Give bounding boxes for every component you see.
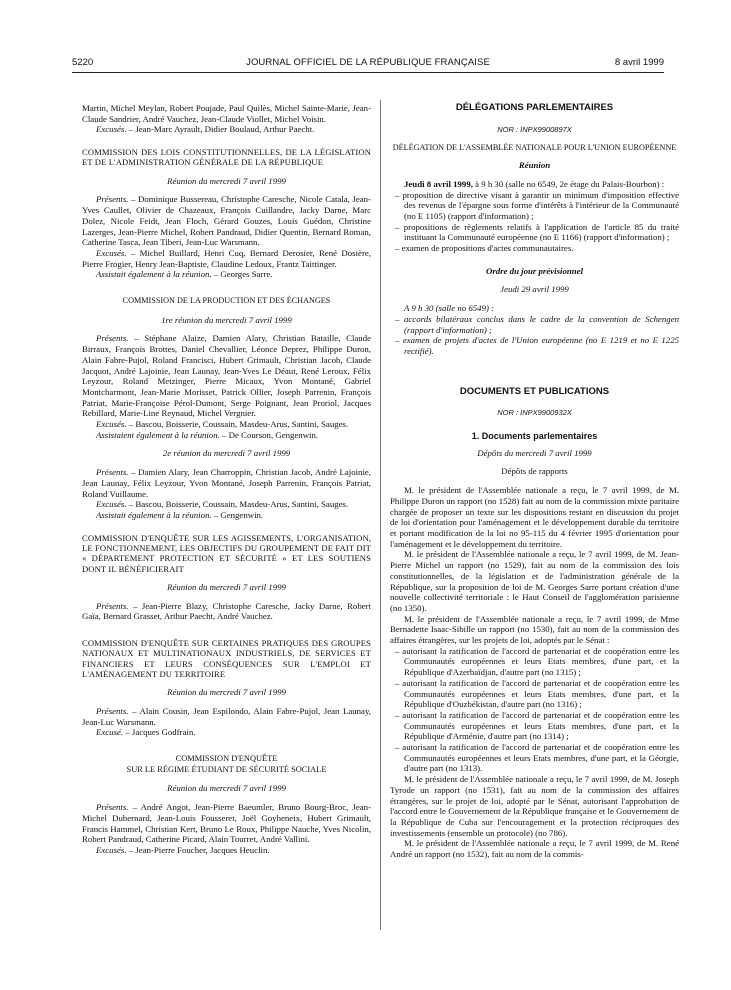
rapport-paragraph: M. le président de l'Assemblée nationale a reçu, le 7 avril 1999, de Mme Bernadette Isaac-Sibille un rapport (no 1530), fait au nom de la commission des affaires étrangères, sur les projets de loi, adoptés par le Sénat : — [390, 613, 679, 646]
commission-lois-excused: Excusés. – Michel Buillard, Henri Cuq, Bernard Derosier, René Dosière, Pierre Frogier, Henry Jean-Baptiste, Claudine Ledoux, Frantz Taittinger. — [82, 247, 371, 269]
issue-date: 8 avril 1999 — [614, 57, 664, 68]
commission-enquete-groupes-date: Réunion du mercredi 7 avril 1999 — [167, 687, 286, 698]
ordre-du-jour-when: A 9 h 30 (salle no 6549) : — [404, 303, 494, 314]
rapport-item: – autorisant la ratification de l'accord de partenariat et de coopération entre les Communautés européennes et leurs Etats membres, d'une part, et la République d'Ouzbékistan, d'autre part (no 1316) ; — [395, 677, 679, 710]
commission-enquete-groupes-title: COMMISSION D'ENQUÊTE SUR CERTAINES PRATIQUES DES GROUPES NATIONAUX ET MULTINATIONAUX INDUSTRIELS, DE SERVICES ET FINANCIERS ET LEURS CONSÉQUENCES SUR L'EMPLOI ET L'AMÉNAGEMENT DU TERRITOIRE — [82, 637, 371, 679]
rapport-item: – autorisant la ratification de l'accord de partenariat et de coopération entre les Communautés européennes et leurs Etats membres, d'une part, et la République d'Arménie, d'autre part (no 1314) ; — [395, 709, 679, 742]
ordre-du-jour-item: – examen de projets d'actes de l'Union européenne (no E 1219 et no E 1225 rectifié). — [395, 335, 679, 356]
excused-label: Excusés. — [96, 124, 127, 135]
commission-production-r1-date: 1re réunion du mercredi 7 avril 1999 — [161, 314, 292, 325]
page-number: 5220 — [72, 57, 94, 68]
commission-production-r2-date: 2e réunion du mercredi 7 avril 1999 — [162, 448, 291, 459]
commission-enquete-dps-present: Présents. – Jean-Pierre Blazy, Christophe Caresche, Jacky Darne, Robert Gaïa, Bernard Grasset, Arthur Paecht, André Vauchez. — [82, 600, 371, 622]
commission-enquete-dps-title: COMMISSION D'ENQUÊTE SUR LES AGISSEMENTS, L'ORGANISATION, LE FONCTIONNEMENT, LES OBJECTIFS DU GROUPEMENT DE FAIT DIT « DÉPARTEMENT PROTECTION ET SÉCURITÉ » ET LES SOUTIENS DONT IL BÉNÉFICIERAIT — [82, 532, 371, 574]
right-column — [390, 103, 679, 860]
documents-heading: DOCUMENTS ET PUBLICATIONS — [459, 385, 610, 397]
commission-production-r2-assist: Assistait également à la réunion. – Gengenwin. — [96, 509, 264, 520]
rapport-item: – autorisant la ratification de l'accord de partenariat et de coopération entre les Communautés européennes et leurs Etats membres, d'une part, et la Géorgie, d'autre part (no 1313). — [395, 742, 679, 774]
journal-title: JOURNAL OFFICIEL DE LA RÉPUBLIQUE FRANÇAISE — [246, 57, 490, 68]
page-header — [72, 57, 664, 71]
delegation-item: – propositions de règlements relatifs à l'application de l'article 85 du traité instituant la Communauté européenne (no E 1166) (rapport d'information) ; — [395, 221, 679, 243]
left-column — [82, 103, 371, 856]
delegation-title: DÉLÉGATION DE L'ASSEMBLÉE NATIONALE POUR L'UNION EUROPÉENNE — [392, 143, 677, 153]
commission-production-r2-excused: Excusés. – Bascou, Boisserie, Coussain, Masdeu-Arus, Santini, Sauges. — [96, 499, 349, 510]
commission-production-r2-present: Présents. – Damien Alary, Jean Charroppin, Christian Jacob, André Lajoinie, Jean Launay, Félix Leyzour, Yvon Montané, Joseph Parrenin, François Patriat, Roland Vuillaume. — [82, 467, 371, 499]
header-rule — [72, 72, 664, 73]
documents-nor: NOR : INPX9900932X — [497, 408, 572, 418]
excused-names: – Jean-Marc Ayrault, Didier Boulaud, Arthur Paecht. — [126, 124, 315, 135]
commission-production-r1-present: Présents. – Stéphane Alaize, Damien Alary, Christian Bataille, Claude Birraux, François Brottes, Daniel Chevallier, Léonce Deprez, Philippe Duron, Alain Fabre-Pujol, Roland Francisci, Hubert Grimault, Christian Jacob, Claude Jacquot, André Lajoinie, Jean Launay, Jean-Yves Le Déaut, René Leroux, Félix Leyzour, Roland Metzinger, Pierre Micaux, Yvon Montané, Gabriel Montcharmont, Jean-Marie Morisset, Patrick Ollier, Joseph Parrenin, François Patriat, Marie-Françoise Pérol-Dumont, Serge Poignant, Jean Proriol, Jacques Rebillard, Marie-Line Reynaud, Michel Vergnier. — [82, 333, 371, 419]
commission-enquete-groupes-present: Présents. – Alain Cousin, Jean Espilondo, Alain Fabre-Pujol, Jean Launay, Jean-Luc Warsmann. — [82, 705, 371, 727]
rapport-paragraph: M. le président de l'Assemblée nationale a reçu, le 7 avril 1999, de M. Joseph Tyrode un rapport (no 1531), fait au nom de la commission des affaires étrangères, sur le projet de loi, adopté par le Sénat, autorisant l'approbation de l'accord entre le Gouvernement de la République française et le Gouvernement de la République de Cuba sur l'encouragement et la protection réciproques des investissements (ensemble un protocole) (no 786). — [390, 774, 679, 838]
ordre-du-jour-heading: Ordre du jour prévisionnel — [485, 265, 584, 276]
commission-lois-date: Réunion du mercredi 7 avril 1999 — [167, 175, 286, 186]
depots-rapports-heading: Dépôts de rapports — [501, 466, 568, 477]
delegations-nor: NOR : INPX9900897X — [497, 124, 572, 134]
commission-lois-present: Présents. – Dominique Bussereau, Christophe Caresche, Nicole Catala, Jean-Yves Caullet, Olivier de Chazeaux, François Cuillandre, Jacky Darne, Marc Dolez, Nicole Feidt, Jean Floch, Gérard Gouzes, Louis Guédon, Christine Lazerges, Jean-Pierre Michel, Robert Pandraud, Didier Quentin, Bernard Roman, Catherine Tasca, Jean Tiberi, Jean-Luc Warsmann. — [82, 194, 371, 248]
ordre-du-jour-item: – accords bilatéraux conclus dans le cadre de la convention de Schengen (rapport d'information) ; — [395, 313, 679, 335]
commission-enquete-dps-date: Réunion du mercredi 7 avril 1999 — [167, 581, 286, 592]
depots-date: Dépôts du mercredi 7 avril 1999 — [477, 447, 592, 458]
commission-enquete-regime-title-1: COMMISSION D'ENQUÊTE — [175, 753, 278, 763]
delegation-when: Jeudi 8 avril 1999, à 9 h 30 (salle no 6549, 2e étage du Palais-Bourbon) : — [404, 178, 665, 189]
documents-subheading: 1. Documents parlementaires — [471, 431, 598, 442]
ordre-du-jour-date: Jeudi 29 avril 1999 — [500, 284, 569, 295]
rapport-paragraph: M. le président de l'Assemblée nationale a reçu, le 7 avril 1999, de M. Jean-Pierre Michel un rapport (no 1529), fait au nom de la commission des lois constitutionnelles, de la législation et de l'administration générale de la République, sur la proposition de loi de M. Georges Sarre portant création d'une nouvelle collectivité territoriale : le Haut Conseil de l'agglomération parisienne (no 1350). — [390, 549, 679, 613]
delegation-item: – proposition de directive visant à garantir un minimum d'imposition effective des revenus de l'épargne sous forme d'intérêts à l'intérieur de la Communauté (no E 1105) (rapport d'information) ; — [395, 189, 679, 221]
delegations-heading: DÉLÉGATIONS PARLEMENTAIRES — [455, 102, 614, 113]
commission-enquete-regime-present: Présents. – André Angot, Jean-Pierre Baeumler, Bruno Bourg-Broc, Jean-Michel Dubernard, Jean-Louis Fousseret, Joël Goyheneix, Hubert Grimault, Francis Hammel, Christian Kert, Bruno Le Roux, Philippe Nauche, Yves Nicolin, Robert Pandraud, Catherine Picard, Alain Tourret, André Vallini. — [82, 802, 371, 845]
commission-production-r1-assist: Assistaient également à la réunion. – De Courson, Gengenwin. — [96, 429, 319, 440]
commission-production-r1-excused: Excusés. – Bascou, Boisserie, Coussain, Masdeu-Arus, Santini, Sauges. — [96, 419, 349, 430]
commission-lois-title: COMMISSION DES LOIS CONSTITUTIONNELLES, DE LA LÉGISLATION ET DE L'ADMINISTRATION GÉNÉRALE DE LA RÉPUBLIQUE — [82, 147, 371, 168]
commission-production-title: COMMISSION DE LA PRODUCTION ET DES ÉCHANGES — [122, 296, 331, 306]
excused-paragraph — [82, 124, 371, 135]
delegation-reunion: Réunion — [518, 160, 551, 171]
member-list-continued: Martin, Michel Meylan, Robert Poujade, Paul Quilès, Michel Sainte-Marie, Jean-Claude Sandrier, André Vauchez, Jean-Claude Viollet, Michel Voisin. — [82, 103, 371, 124]
rapport-paragraph: M. le président de l'Assemblée nationale a reçu, le 7 avril 1999, de M. Philippe Duron un rapport (no 1528) fait au nom de la commission mixte paritaire chargée de proposer un texte sur les dispositions restant en discussion du projet de loi d'orientation pour l'aménagement et le développement durable du territoire et portant modification de la loi no 95-115 du 4 février 1995 d'orientation pour l'aménagement et le développement du territoire. — [390, 485, 680, 549]
commission-enquete-groupes-excused: Excusé. – Jacques Godfrain. — [96, 727, 196, 738]
commission-lois-assist: Assistait également à la réunion. – Georges Sarre. — [96, 269, 273, 280]
rapport-paragraph: M. le président de l'Assemblée nationale a reçu, le 7 avril 1999, de M. René André un rapport (no 1532), fait au nom de la commis- — [390, 838, 679, 860]
delegation-item: – examen de propositions d'actes communautaires. — [395, 243, 574, 254]
commission-enquete-regime-excused: Excusés. – Jean-Pierre Foucher, Jacques Heuclin. — [96, 844, 270, 855]
commission-enquete-regime-date: Réunion du mercredi 7 avril 1999 — [167, 783, 286, 794]
column-divider — [380, 100, 381, 930]
commission-enquete-regime-title-2: SUR LE RÉGIME ÉTUDIANT DE SÉCURITÉ SOCIALE — [126, 764, 327, 774]
rapport-item: – autorisant la ratification de l'accord de partenariat et de coopération entre les Communautés européennes et leurs Etats membres, d'une part, et la République d'Azerbaïdjan, d'autre part (no 1315) ; — [395, 645, 679, 678]
